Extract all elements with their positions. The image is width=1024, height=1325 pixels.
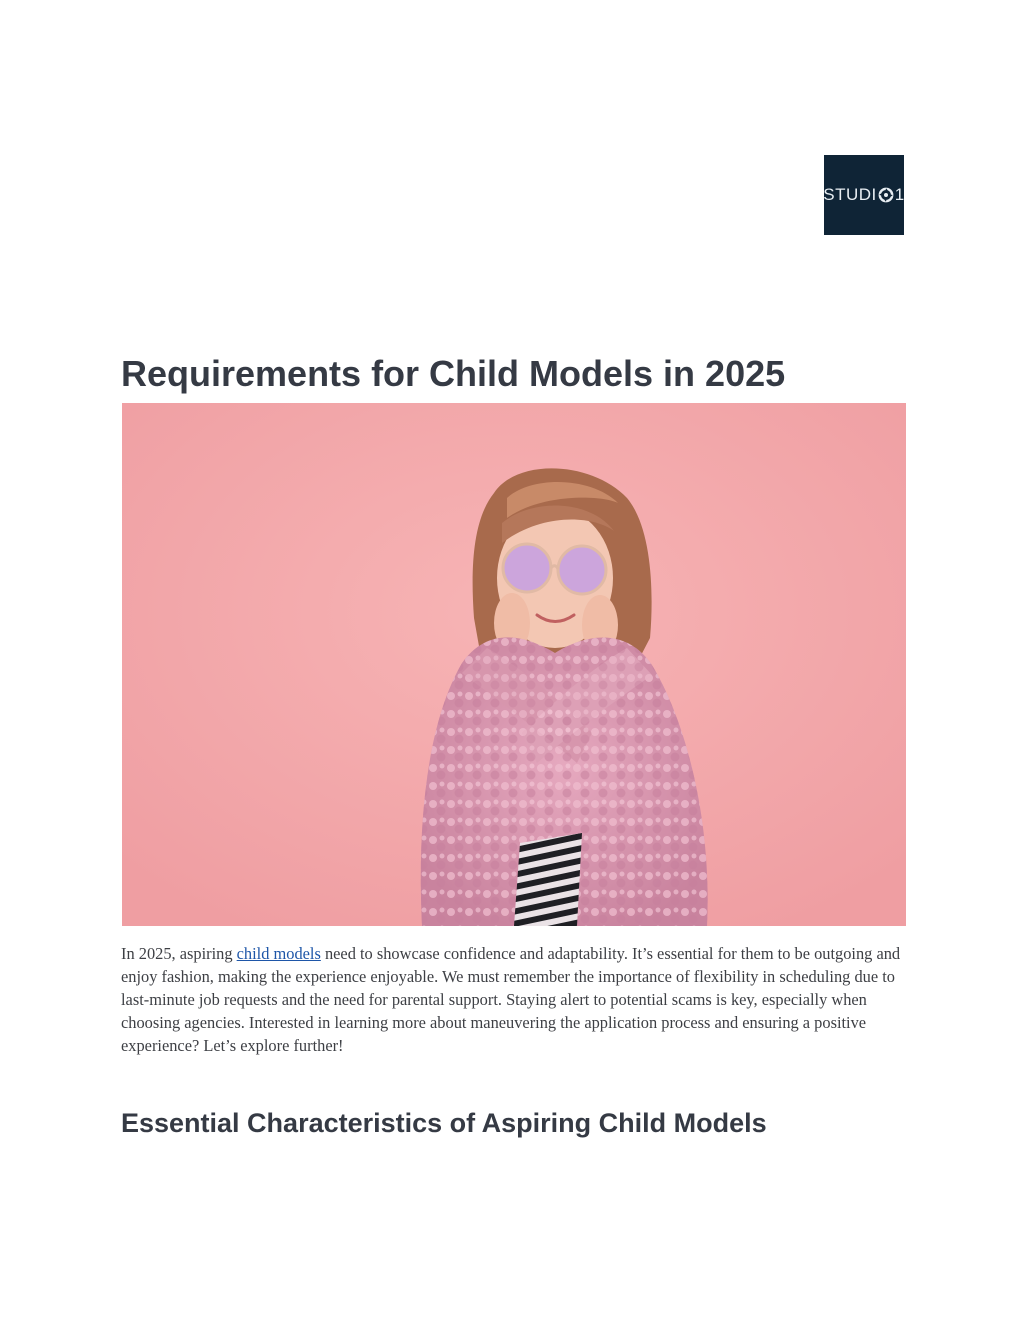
page-title: Requirements for Child Models in 2025 [121,353,786,394]
child-models-link[interactable]: child models [236,944,321,963]
intro-paragraph [121,942,901,1057]
hero-image [122,403,906,926]
aperture-icon [878,187,894,203]
section-heading: Essential Characteristics of Aspiring Child Models [121,1108,767,1138]
logo-text-right: 1 [894,185,905,204]
studio-logo[interactable] [824,155,904,235]
intro-text-end: need to showcase confidence and adaptability. It’s essential for them to be outgoing and enjoy fashion, making the experience enjoyable. We must remember the importance of flexibility in scheduling due to last-minute job requests and the need for parental support. Staying alert to potential scams is key, especially when choosing agencies. Interested in learning more about maneuvering the application process and ensuring a positive experience? Let’s explore further! [121,944,901,1055]
logo-wordmark [823,185,904,205]
logo-text-left: STUDI [823,185,877,204]
child-model-photo [122,403,906,926]
intro-text-start: In 2025, aspiring [121,944,237,963]
